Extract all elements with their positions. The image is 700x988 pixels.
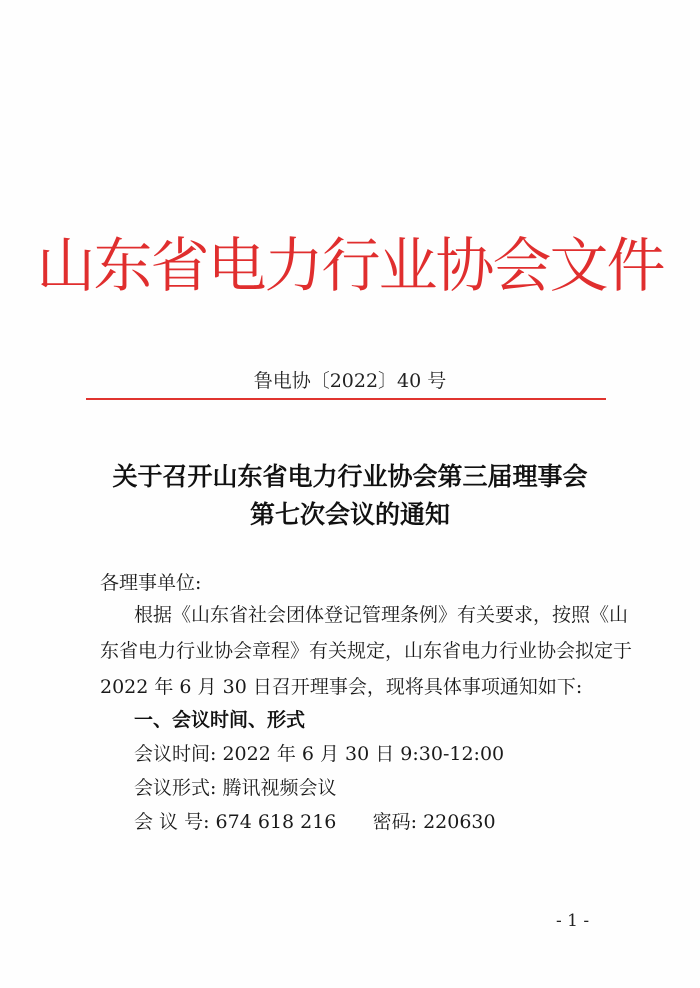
page-number: - 1 -: [556, 911, 590, 931]
section-1-heading: 一、会议时间、形式: [134, 709, 306, 731]
notice-title-line-1: 关于召开山东省电力行业协会第三届理事会: [112, 462, 588, 491]
paragraph-1-line-2: 东省电力行业协会章程》有关规定，山东省电力行业协会拟定于: [100, 640, 633, 662]
meeting-id-and-password: 会 议 号: 674 618 216 密码: 220630: [134, 811, 496, 833]
document-masthead: 山东省电力行业协会文件: [36, 231, 664, 300]
salutation: 各理事单位:: [100, 572, 202, 594]
meeting-time: 会议时间: 2022 年 6 月 30 日 9:30-12:00: [134, 743, 505, 765]
paragraph-1-line-1: 根据《山东省社会团体登记管理条例》有关要求，按照《山: [134, 604, 629, 626]
paragraph-1-line-3: 2022 年 6 月 30 日召开理事会，现将具体事项通知如下:: [100, 676, 583, 698]
masthead-divider-rule: [86, 398, 606, 400]
meeting-format: 会议形式: 腾讯视频会议: [134, 777, 337, 799]
notice-title-line-2: 第七次会议的通知: [249, 500, 450, 529]
notice-title: [0, 458, 700, 534]
document-number: 鲁电协〔2022〕40 号: [253, 370, 447, 392]
